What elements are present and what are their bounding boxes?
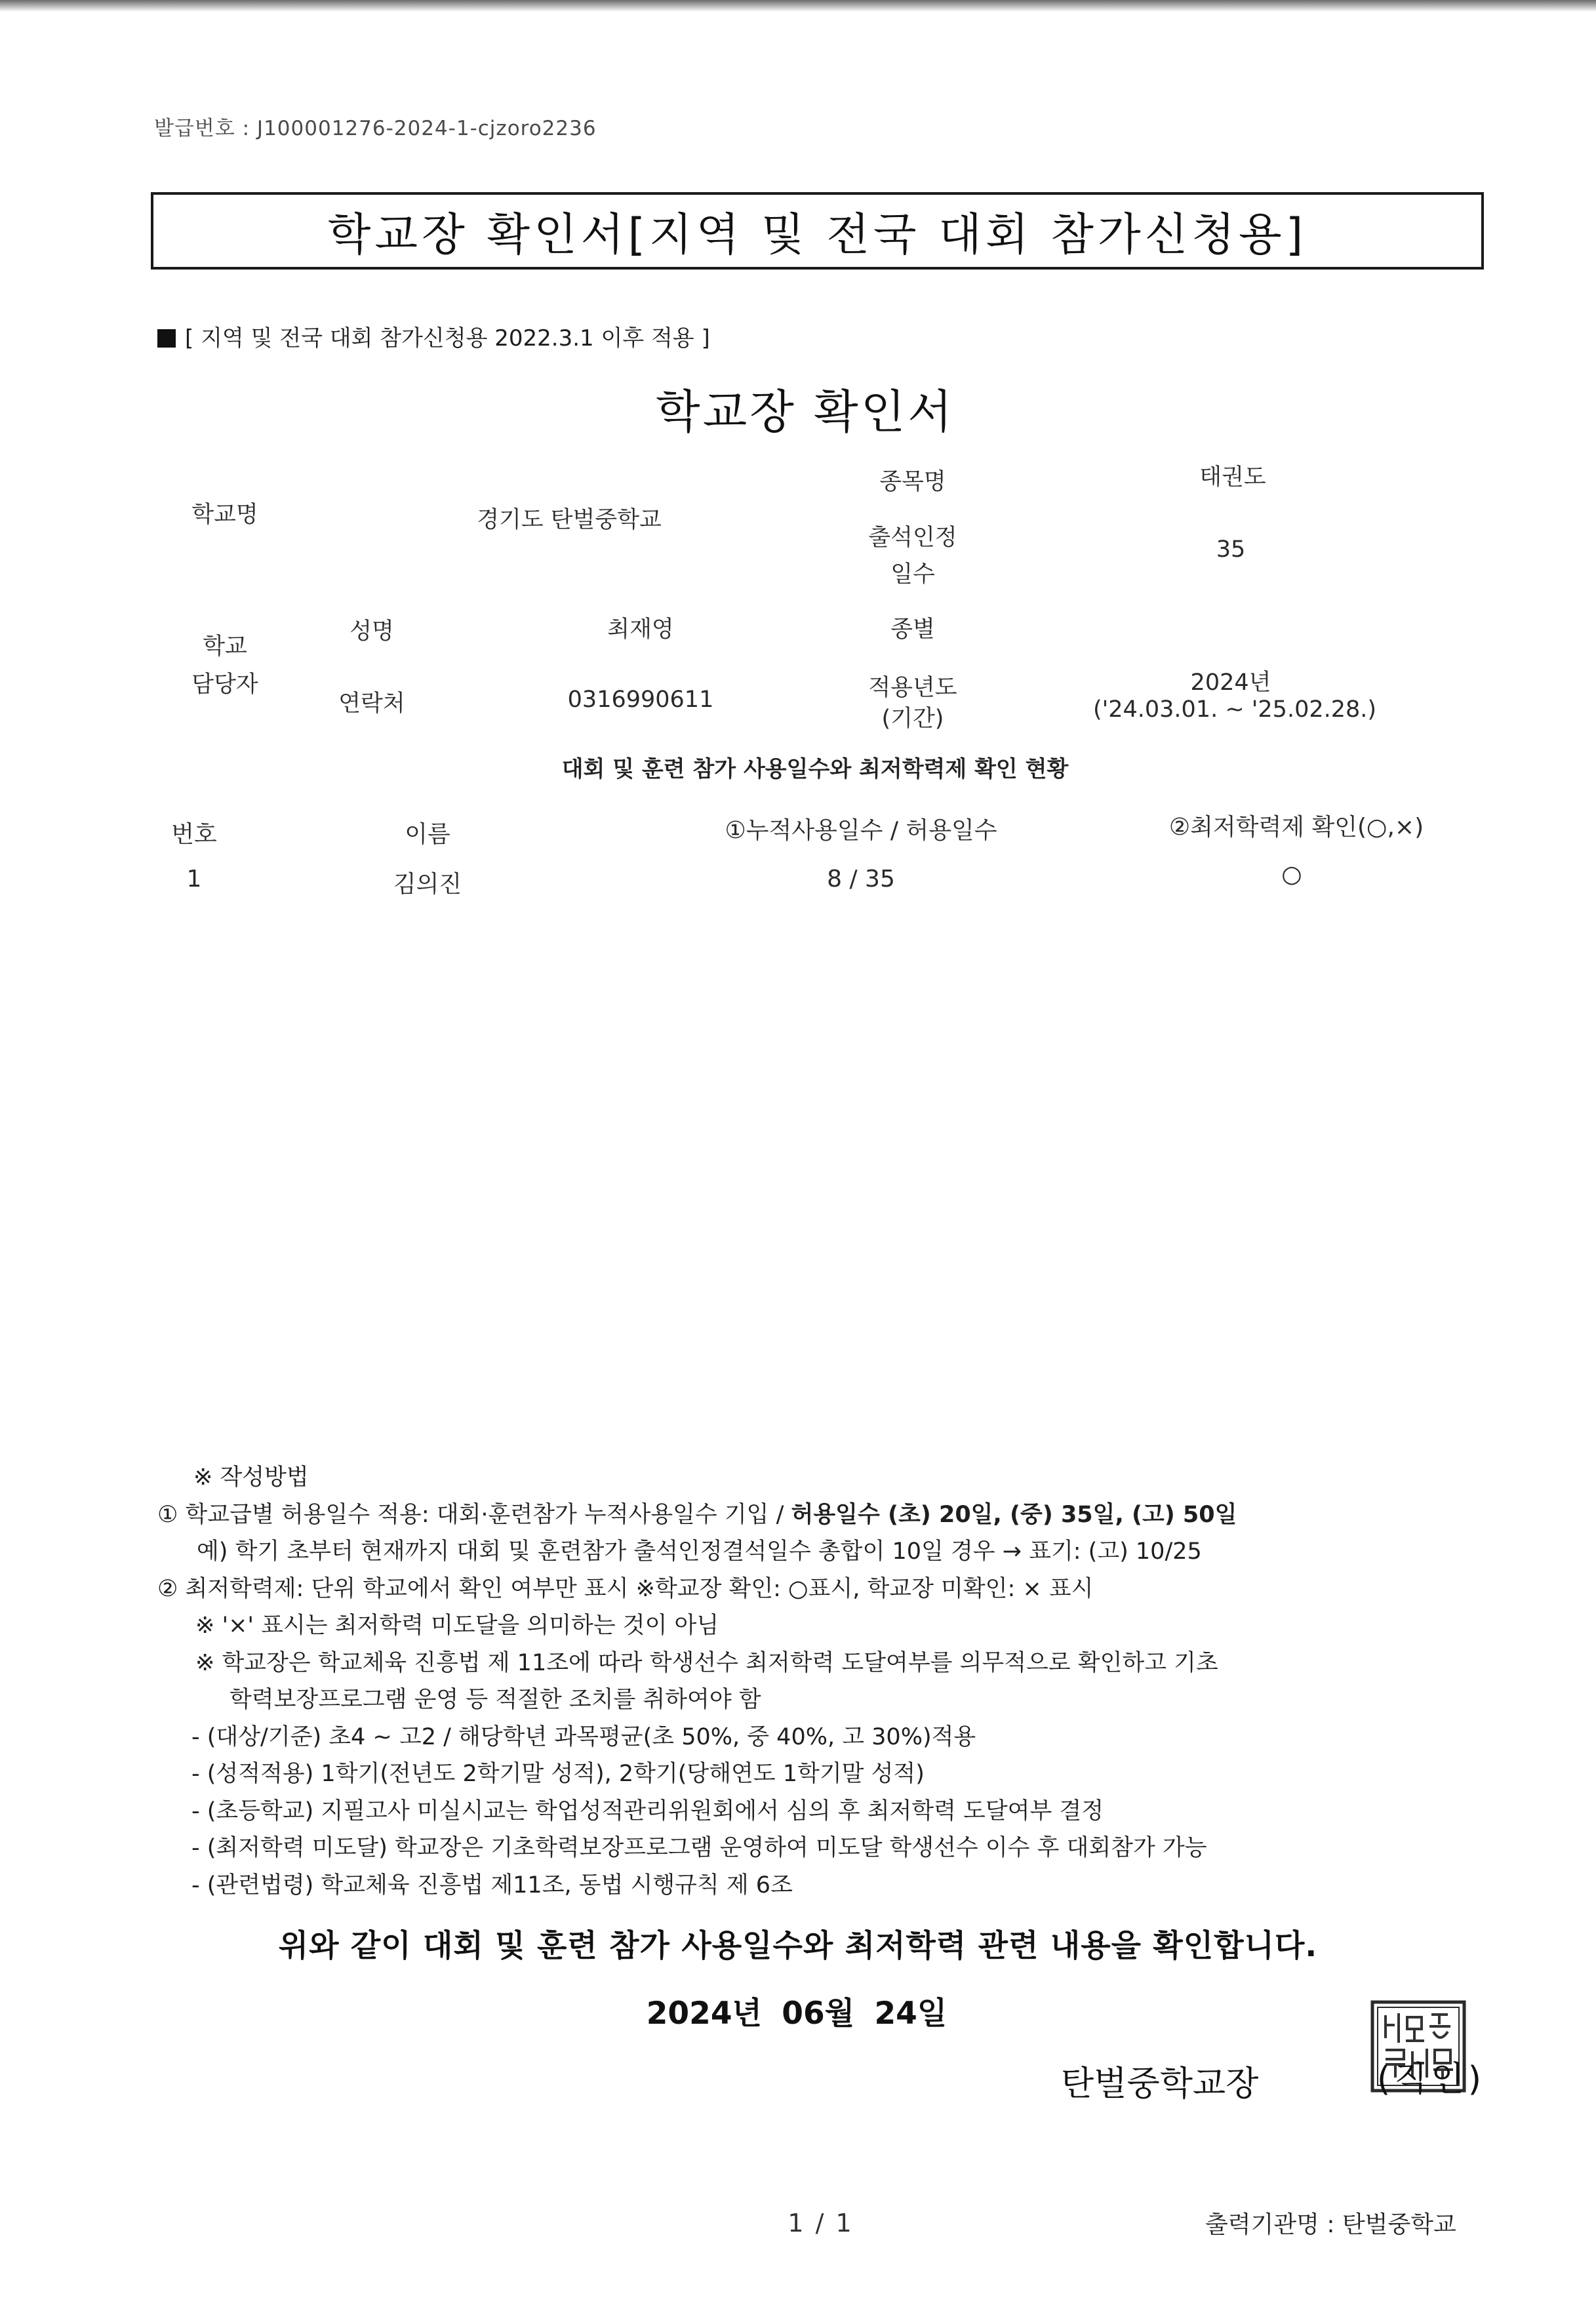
table-row-days: 8 / 35 [827, 866, 895, 893]
school-name-value: 경기도 탄벌중학교 [477, 507, 662, 533]
col-header-check: ②최저학력제 확인(○,×) [1168, 814, 1424, 841]
col-header-number: 번호 [171, 821, 217, 848]
notes-line: 예) 학기 초부터 현재까지 대회 및 훈련참가 출석인정결석일수 총합이 10일 경우 → 표기: (고) 10/25 [197, 1538, 1202, 1565]
notes-line: ※ 학교장은 학교체육 진흥법 제 11조에 따라 학생선수 최저학력 도달여부를 의무적으로 확인하고 기초 [195, 1649, 1218, 1676]
year-value: 2024년 [1190, 670, 1271, 696]
notes-heading: ※ 작성방법 [193, 1464, 309, 1491]
print-organization: 출력기관명 : 탄벌중학교 [1205, 2211, 1456, 2238]
attendance-label-2: 일수 [890, 561, 935, 588]
sport-label: 종목명 [879, 469, 946, 495]
section-note [157, 320, 710, 352]
category-label: 종별 [890, 616, 935, 643]
notes-line: 학력보장프로그램 운영 등 적절한 조치를 취하여야 함 [229, 1687, 761, 1713]
officer-label-2: 담당자 [191, 672, 258, 698]
notes-line: - (관련법령) 학교체육 진흥법 제11조, 동법 시행규칙 제 6조 [191, 1872, 793, 1898]
table-row-check: ○ [1281, 861, 1302, 888]
attendance-label-1: 출석인정 [868, 525, 957, 551]
table-row-number: 1 [186, 866, 202, 893]
year-label-2: (기간) [881, 706, 944, 732]
officer-label-1: 학교 [203, 633, 247, 660]
section-note-text: [ 지역 및 전국 대회 참가신청용 2022.3.1 이후 적용 ] [185, 325, 710, 351]
document-title: 학교장 확인서 [656, 385, 955, 439]
period-value: ('24.03.01. ~ '25.02.28.) [1092, 696, 1377, 723]
notes-line1-text: ① 학교급별 허용일수 적용: 대회·훈련참가 누적사용일수 기입 / [157, 1501, 791, 1528]
notes-line: - (최저학력 미도달) 학교장은 기초학력보장프로그램 운영하여 미도달 학생선수 이수 후 대회참가 가능 [191, 1835, 1207, 1861]
table-row-name: 김의진 [393, 871, 462, 898]
issue-date: 2024년 06월 24일 [646, 1996, 948, 2032]
sport-value: 태권도 [1199, 464, 1266, 491]
header-title: 학교장 확인서[지역 및 전국 대회 참가신청용] [327, 209, 1307, 261]
notes-line: - (초등학교) 지필고사 미실시교는 학업성적관리위원회에서 심의 후 최저학력 도달여부 결정 [191, 1797, 1104, 1824]
contact-label: 연락처 [338, 691, 405, 717]
confirmation-statement: 위와 같이 대회 및 훈련 참가 사용일수와 최저학력 관련 내용을 확인합니다. [278, 1928, 1318, 1964]
officer-name-value: 최재영 [607, 616, 674, 643]
attendance-days-value: 35 [1216, 536, 1246, 563]
notes-line: ② 최저학력제: 단위 학교에서 확인 여부만 표시 ※학교장 확인: ○표시, 학교장 미확인: × 표시 [157, 1575, 1094, 1602]
officer-name-label: 성명 [349, 618, 394, 645]
notes-line: - (대상/기준) 초4 ~ 고2 / 해당학년 과목평균(초 50%, 중 40%, 고 30%)적용 [191, 1723, 976, 1750]
col-header-days: ①누적사용일수 / 허용일수 [725, 817, 997, 844]
usage-title: 대회 및 훈련 참가 사용일수와 최저학력제 확인 현황 [561, 756, 1069, 782]
contact-value: 0316990611 [567, 687, 714, 713]
notes-line1-bold: 허용일수 (초) 20일, (중) 35일, (고) 50일 [791, 1501, 1237, 1528]
col-header-name: 이름 [405, 821, 450, 848]
writing-notes [157, 1459, 1237, 1904]
scan-edge-shadow [0, 0, 1596, 12]
notes-line: - (성적적용) 1학기(전년도 2학기말 성적), 2학기(당해연도 1학기말 성적) [191, 1761, 925, 1787]
school-name-label: 학교명 [191, 502, 258, 528]
year-label-1: 적용년도 [868, 675, 957, 701]
principal-title: 탄벌중학교장 [1061, 2064, 1259, 2104]
header-title-box [151, 192, 1484, 270]
issue-number: 발급번호 : J100001276-2024-1-cjzoro2236 [154, 117, 597, 140]
square-bullet-icon [157, 329, 176, 348]
page-number: 1 / 1 [788, 2209, 852, 2238]
notes-line: ※ '×' 표시는 최저학력 미도달을 의미하는 것이 아님 [195, 1613, 719, 1639]
notes-line [157, 1496, 1237, 1534]
seal-label: (직인) [1377, 2060, 1486, 2099]
